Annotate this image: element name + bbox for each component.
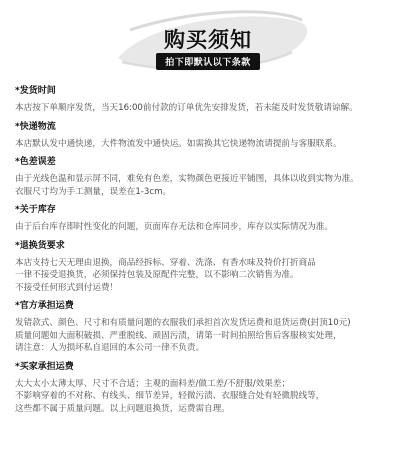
section-line: 质量问题如大面积破损、严重脱线、顽固污渍，请第一时间拍照给售后客服核实处理， (15, 330, 342, 341)
section-return-policy (15, 240, 407, 295)
page-subtitle-badge: 拍下即默认以下条款 (156, 53, 260, 70)
section-title: *买家承担运费 (15, 361, 74, 372)
section-line: 一律不接受退换货，必须保持包装及原配件完整，以不影响二次销售为准。 (15, 270, 299, 280)
section-title: *色差误差 (15, 157, 56, 167)
section-line: 衣服尺寸均为手工测量，误差在1-3cm。 (15, 186, 172, 197)
section-courier (15, 121, 407, 151)
section-line: 本店默认发中通快递，大件物流发中通快运。如需换其它快递物流请提前与客服联系。 (15, 138, 342, 149)
section-line: 由于光线色温和显示屏不同，难免有色差，实物颜色更接近平铺图，具体以收到实物为准。 (15, 174, 359, 184)
section-line: 由于后台库存即时性变化的问题，页面库存无法和仓库同步，库存以实际情况为准。 (15, 222, 333, 232)
section-shipping-time (15, 85, 407, 115)
section-inventory (15, 204, 407, 234)
section-line: 不影响穿着的不对称、有线头、细节差异，轻微污渍、衣服缝合处有轻微脱线等， (15, 391, 325, 401)
section-line: 本店按下单顺序发货，当天16:00前付款的订单优先安排发货，若未能及时发货敬请谅解。 (15, 103, 358, 113)
section-color-difference (15, 156, 407, 198)
section-seller-shipping-cost (15, 300, 407, 355)
section-title: *官方承担运费 (15, 301, 74, 311)
section-title: *发货时间 (15, 86, 56, 96)
section-line: 发错款式、颜色、尺寸和有质量问题的衣服我们承担首次发货运费和退货运费(封顶10元) (15, 318, 351, 328)
section-line: 请注意：人为损坏私自退回的本公司一律不负责。 (15, 343, 205, 353)
section-line: 太大太小太薄太厚、尺寸不合适；主观的面料差/做工差/不舒服/效果差； (15, 378, 291, 389)
section-buyer-shipping-cost (15, 361, 407, 416)
section-title: *快递物流 (15, 121, 56, 132)
notice-content (15, 85, 407, 421)
section-line: 不接受任何形式到付运费！ (15, 282, 119, 293)
section-title: *关于库存 (15, 205, 56, 215)
section-line: 这些都不属于质量问题。以上问题退换货，运费需自理。 (15, 403, 230, 414)
section-title: *退换货要求 (15, 240, 65, 251)
section-line: 本店支持七天无理由退换，商品经拆标、穿着、洗涤、有香水味及特价打折商品 (15, 257, 316, 268)
page-title: 购买须知 (164, 28, 252, 52)
header (0, 0, 416, 80)
